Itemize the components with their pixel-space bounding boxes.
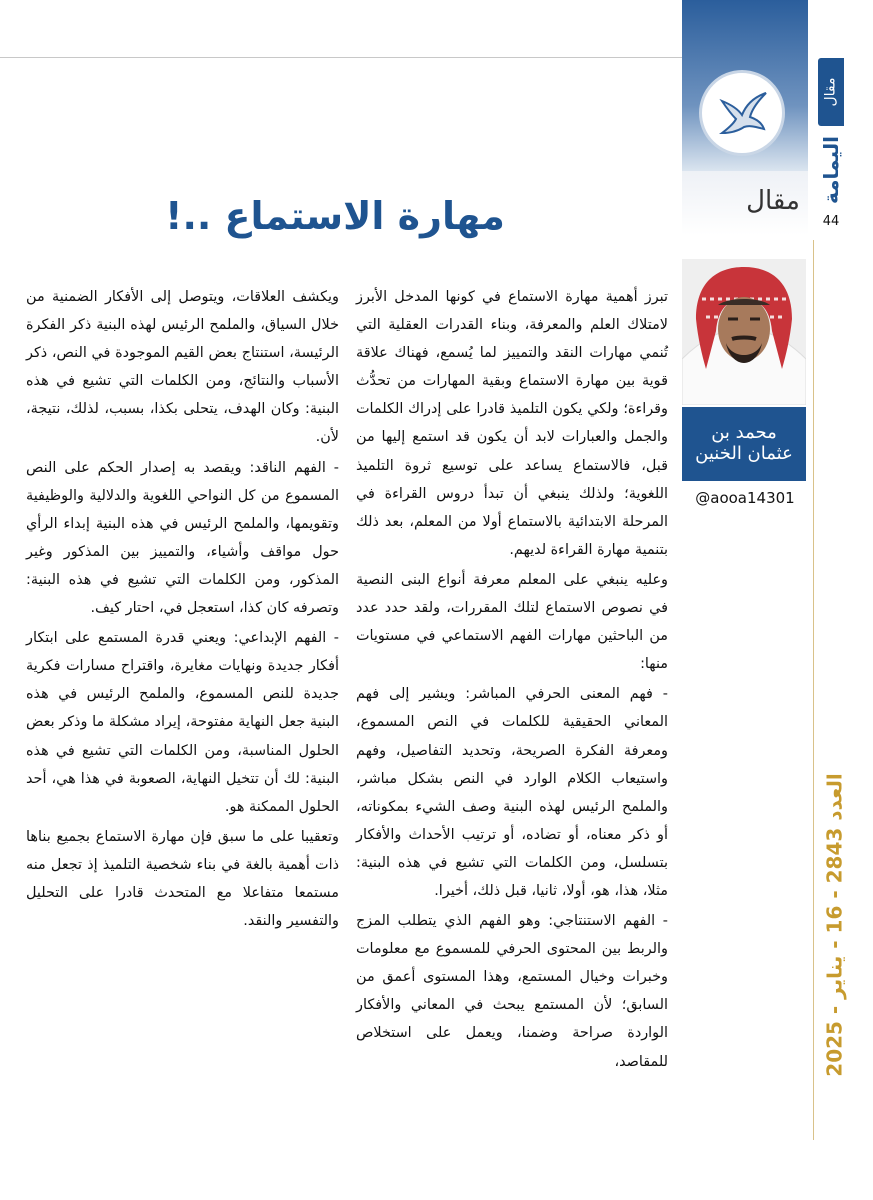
- section-side-tab-label: مقال: [823, 77, 839, 107]
- issue-info: العدد 2843 - 16 - يناير - 2025: [823, 773, 848, 1077]
- article-column-right: [356, 283, 668, 1076]
- paragraph: وعليه ينبغي على المعلم معرفة أنواع البنى النصية في نصوص الاستماع لتلك المقررات، ولقد حدد عدد من الباحثين مهارات الفهم الاستماعي في مستويات منها:: [356, 571, 668, 673]
- paragraph: - الفهم الإبداعي: ويعني قدرة المستمع على ابتكار أفكار جديدة ونهايات مغايرة، واقتراح مسارات فكرية جديدة للنص المسموع، والملمح الرئيس في هذه البنية جعل النهاية مفتوحة، إيراد مشكلة ما وذكر بعض الحلول المناسبة، ومن الكلمات التي تشيع في هذه البنية: لك أن تتخيل النهاية، الصعوبة في هذا هي، أحد الحلول الممكنة هو.: [26, 630, 339, 815]
- page-number: 44: [822, 214, 840, 229]
- top-rule: [0, 57, 682, 58]
- section-label: مقال: [746, 186, 800, 216]
- magazine-logo-text: اليمامة: [819, 136, 843, 204]
- author-name-line1: محمد بن: [711, 422, 777, 443]
- magazine-logo: [816, 130, 846, 210]
- side-divider: [813, 240, 814, 1140]
- paragraph: - الفهم الناقد: ويقصد به إصدار الحكم على النص المسموع من كل النواحي اللغوية والدلالية والوظيفية وتقويمها، والملمح الرئيس في هذه البنية إبداء الرأي حول مواقف وأشياء، والتمييز بين المذكور وغير المذكور، ومن الكلمات التي تشيع في هذه البنية: وتصرفه كان كذا، استعجل في، احتار كيف.: [26, 459, 339, 617]
- author-name-line2: عثمان الخنين: [695, 443, 793, 464]
- issue-info-wrap: [815, 700, 855, 1150]
- paragraph: وتعقيبا على ما سبق فإن مهارة الاستماع بجميع بناها ذات أهمية بالغة في بناء شخصية التلميذ إذ تجعل منه مستمعا متفاعلا مع المتحدث قادرا على التحليل والتفسير والنقد.: [26, 828, 339, 930]
- paragraph: ويكشف العلاقات، ويتوصل إلى الأفكار الضمنية من خلال السياق، والملمح الرئيس لهذه البنية ذكر الفكرة الرئيسة، استنتاج بعض القيم الموجودة في النص، ذكر الأسباب والنتائج، ومن الكلمات التي تشيع في هذه البنية: وكان الهدف، يتحلى بكذا، بسبب، لذلك، نتيجة، لأن.: [26, 289, 339, 446]
- author-photo: [682, 259, 806, 405]
- paragraph: - الفهم الاستنتاجي: وهو الفهم الذي يتطلب المزج والربط بين المحتوى الحرفي للمسموع مع معلومات وخبرات وخيال المستمع، وهذا المستوى أعمق من السابق؛ لأن المستمع يبحث في المعاني والأفكار الواردة صراحة وضمنا، ويعمل على استخلاص للمقاصد،: [356, 913, 668, 1070]
- paragraph: تبرز أهمية مهارة الاستماع في كونها المدخل الأبرز لامتلاك العلم والمعرفة، وبناء القدرات العقلية التي تُنمي مهارات النقد والتمييز لما يُسمع، فهناك علاقة قوية بين مهارة الاستماع وبقية المهارات من تحدُّث وقراءة؛ ولكي يكون التلميذ قادرا على إدراك الكلمات والجمل والعبارات لابد أن يكون قد استمع إليها من قبل، فالاستماع يساعد على توسيع ثروة التلميذ اللغوية؛ ولذلك ينبغي أن تبدأ دروس القراءة في المرحلة الابتدائية بالاستماع أولا من المعلم، بعد ذلك بتنمية مهارة القراءة لديهم.: [356, 289, 668, 558]
- paragraph: - فهم المعنى الحرفي المباشر: ويشير إلى فهم المعاني الحقيقية للكلمات في النص المسموع، ومعرفة الفكرة الصريحة، وتحديد التفاصيل، وفهم واستيعاب الكلام الوارد في النص بشكل مباشر، والملمح الرئيس لهذه البنية وصف الشيء بمكوناته، أو ذكر معناه، أو تضاده، أو ترتيب الأحداث والأفكار بتسلسل، ومن الكلمات التي تشيع في هذه البنية: مثلا، هذا، هو، أولا، ثانيا، قبل ذلك، أخيرا.: [356, 686, 668, 899]
- article-title: مهارة الاستماع ..!: [165, 194, 505, 238]
- article-column-left: [26, 283, 339, 935]
- author-handle: @aooa14301: [695, 489, 795, 507]
- section-side-tab-label-wrap: [818, 58, 844, 126]
- dove-emblem-icon: [699, 70, 785, 156]
- author-name-box: [682, 407, 806, 481]
